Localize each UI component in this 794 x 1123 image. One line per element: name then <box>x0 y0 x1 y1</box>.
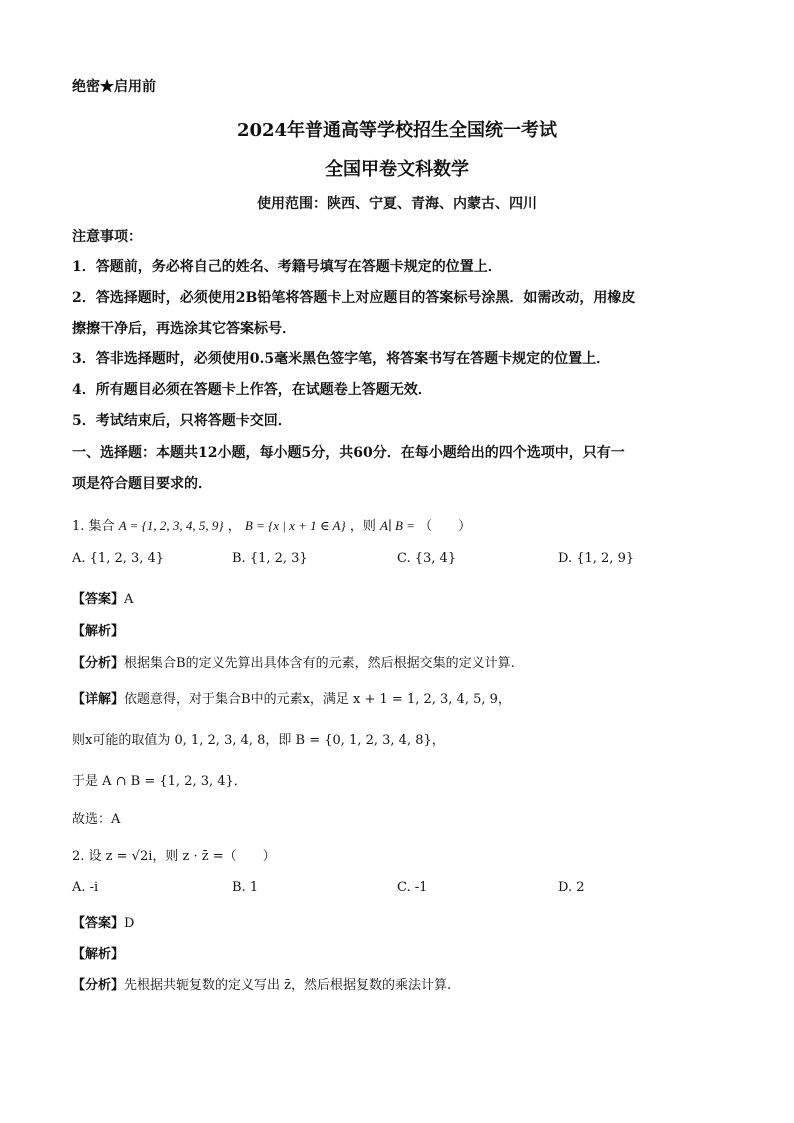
answer-label: 【答案】 <box>72 916 125 931</box>
answer-line <box>72 588 133 607</box>
option-d: D. 2 <box>558 880 585 895</box>
answer-value: D <box>124 916 135 931</box>
exam-subtitle: 全国甲卷文科数学 <box>325 159 469 180</box>
answer-line <box>72 912 134 931</box>
solution-line: 则x可能的取值为 0, 1, 2, 3, 4, 8，即 B = {0, 1, 2, 3, 4, 8}， <box>72 733 445 748</box>
answer-label: 【答案】 <box>72 592 125 607</box>
analysis-text: 根据集合B的定义先算出具体含有的元素，然后根据交集的定义计算. <box>124 656 515 671</box>
analysis-line <box>72 652 515 671</box>
notice-item: 5．考试结束后，只将答题卡交回． <box>72 413 292 429</box>
option-b: B. {1, 2, 3} <box>232 551 308 566</box>
solution-line: 于是 A ∩ B = {1, 2, 3, 4}． <box>72 774 247 789</box>
confidential-label: 绝密★启用前 <box>72 79 156 95</box>
detail-line <box>72 688 511 707</box>
option-a: A. {1, 2, 3, 4} <box>72 551 165 566</box>
notice-item: 2．答选择题时，必须使用2B铅笔将答题卡上对应题目的答案标号涂黑．如需改动，用橡皮 <box>72 290 636 306</box>
notice-item: 4．所有题目必须在答题卡上作答，在试题卷上答题无效． <box>72 382 432 398</box>
then-text: ，则 <box>349 519 376 534</box>
analysis-label: 【分析】 <box>72 656 125 671</box>
punct: ， <box>227 519 241 534</box>
answer-paren: （ ） <box>419 519 472 534</box>
question-1-stem <box>72 515 471 534</box>
question-prefix: 1. 集合 <box>72 519 115 534</box>
notice-item: 3．答非选择题时，必须使用0.5毫米黑色签字笔，将答案书写在答题卡规定的位置上． <box>72 351 611 367</box>
option-c: C. -1 <box>397 880 428 895</box>
exam-title: 2024年普通高等学校招生全国统一考试 <box>236 120 558 141</box>
choice-result: 故选：A <box>72 812 121 827</box>
question-2-stem: 2. 设 z = √2i，则 z · z̄ =（ ） <box>72 849 276 864</box>
set-a: A = {1, 2, 3, 4, 5, 9} <box>118 518 224 533</box>
section-heading: 一、选择题：本题共12小题，每小题5分，共60分．在每小题给出的四个选项中，只有一 <box>72 445 625 461</box>
notice-heading: 注意事项： <box>72 229 142 245</box>
option-b: B. 1 <box>232 880 259 895</box>
notice-item: 擦擦干净后，再选涂其它答案标号． <box>72 321 296 337</box>
answer-value: A <box>124 592 134 607</box>
jiexi-label: 【解析】 <box>72 947 125 962</box>
option-d: D. {1, 2, 9} <box>558 551 635 566</box>
notice-item: 1．答题前，务必将自己的姓名、考籍号填写在答题卡规定的位置上． <box>72 259 502 275</box>
analysis-line <box>72 974 451 993</box>
detail-text: 依题意得，对于集合B中的元素x，满足 x + 1 = 1, 2, 3, 4, 5, 9， <box>124 692 511 707</box>
detail-label: 【详解】 <box>72 692 125 707</box>
usage-scope: 使用范围：陕西、宁夏、青海、内蒙古、四川 <box>257 196 537 212</box>
option-a: A. -i <box>72 880 99 895</box>
analysis-label: 【分析】 <box>72 978 125 993</box>
analysis-text: 先根据共轭复数的定义写出 z̄，然后根据复数的乘法计算. <box>124 978 452 993</box>
option-c: C. {3, 4} <box>397 551 457 566</box>
jiexi-label: 【解析】 <box>72 624 125 639</box>
set-b: B = {x | x + 1 ∈ A} <box>244 518 346 533</box>
ask-expression: A∣ B = <box>380 518 415 533</box>
section-heading-cont: 项是符合题目要求的． <box>72 476 212 492</box>
